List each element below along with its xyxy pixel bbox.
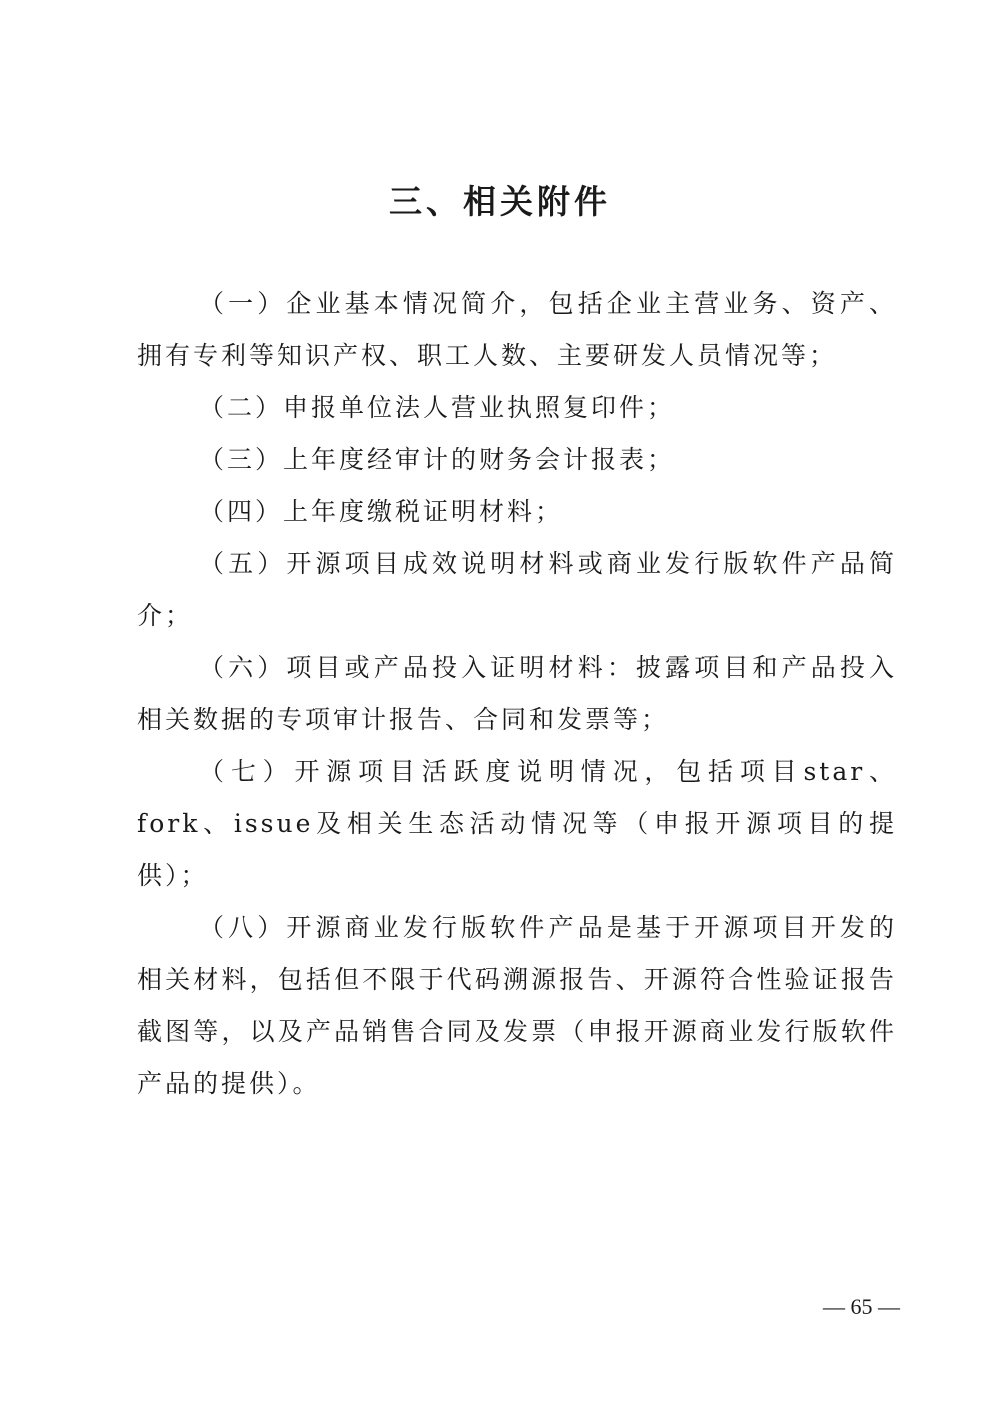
section-title: 三、相关附件	[389, 182, 611, 221]
attachment-item-7: （七）开源项目活跃度说明情况，包括项目star、fork、issue及相关生态活动情况等（申报开源项目的提供）；	[137, 757, 897, 890]
attachment-list	[137, 278, 897, 1110]
attachment-item-1: （一）企业基本情况简介，包括企业主营业务、资产、拥有专利等知识产权、职工人数、主要研发人员情况等；	[137, 289, 897, 370]
attachment-item-4: （四）上年度缴税证明材料；	[199, 497, 564, 526]
attachment-item-6: （六）项目或产品投入证明材料：披露项目和产品投入相关数据的专项审计报告、合同和发票等；	[137, 653, 897, 734]
attachment-item-3: （三）上年度经审计的财务会计报表；	[199, 445, 676, 474]
attachment-item-2: （二）申报单位法人营业执照复印件；	[199, 393, 676, 422]
page-number: — 65 —	[823, 1294, 900, 1319]
attachment-item-8: （八）开源商业发行版软件产品是基于开源项目开发的相关材料，包括但不限于代码溯源报告、开源符合性验证报告截图等，以及产品销售合同及发票（申报开源商业发行版软件产品的提供）。	[137, 913, 897, 1098]
attachment-item-5: （五）开源项目成效说明材料或商业发行版软件产品简介；	[137, 549, 897, 630]
